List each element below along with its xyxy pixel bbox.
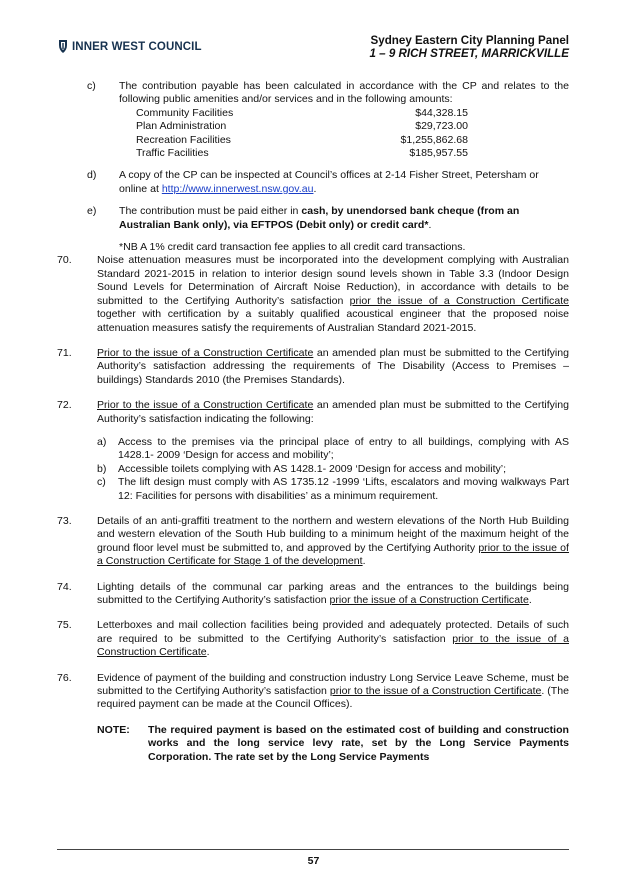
condition-72	[57, 399, 569, 503]
amount-row	[136, 107, 468, 120]
council-website-link[interactable]: http://www.innerwest.nsw.gov.au	[161, 182, 314, 195]
condition-number: 70.	[57, 254, 72, 267]
condition-text-part: .	[206, 646, 210, 659]
amount-name: Traffic Facilities	[136, 147, 209, 160]
condition-text	[97, 399, 569, 426]
amount-row	[136, 147, 468, 160]
council-logo-text: INNER WEST COUNCIL	[72, 40, 202, 53]
condition-timing: prior to the issue of a Construction Certificate	[97, 632, 569, 659]
amount-name: Community Facilities	[136, 106, 234, 119]
item-text: The contribution payable has been calculated in accordance with the CP and relates to the following public amenities and/or services and in the following amounts:	[119, 80, 569, 106]
item-text-part: The contribution must be paid either in	[119, 205, 302, 218]
list-item-text: The lift design must comply with AS 1735.12 -1999 ‘Lifts, escalators and moving walkways Part 12: Facilities for persons with disabilities’ as a minimum requirement.	[118, 476, 569, 502]
list-item	[97, 436, 569, 463]
condition-number: 72.	[57, 399, 72, 412]
amount-value: $44,328.15	[415, 106, 468, 119]
condition-73	[57, 515, 569, 569]
council-logo-icon	[57, 39, 69, 54]
condition-text	[97, 672, 569, 712]
condition-text-part: Noise attenuation measures must be incorporated into the development complying with Australian Standard 2021-2015 in relation to interior design sound levels shown in Table 3.3 (Indoor Design Sound Levels for Determination of Aircraft Noise Reduction), in accordance with details to be submitted to the Certifying Authority’s satisfaction	[97, 254, 569, 307]
page-header	[0, 34, 627, 74]
condition-75	[57, 619, 569, 659]
item-text-part: .	[428, 218, 432, 231]
amount-value: $29,723.00	[415, 120, 468, 133]
condition-timing: prior the issue of a Construction Certificate	[329, 594, 529, 606]
condition-timing: prior to the issue of a Construction Certificate	[329, 685, 542, 698]
note-text: The required payment is based on the estimated cost of building and construction works and the long service levy rate, set by the Long Service Payments Corporation. The rate set by the Long Service Payments	[148, 723, 569, 763]
credit-card-fee-note: *NB A 1% credit card transaction fee applies to all credit card transactions.	[119, 241, 466, 254]
condition-70	[57, 254, 569, 334]
list-item-label: b)	[97, 462, 107, 475]
list-item	[97, 476, 569, 503]
amount-name: Plan Administration	[136, 120, 227, 133]
council-logo	[57, 39, 202, 54]
condition-text-part: an amended plan must be submitted to the Certifying Authority’s satisfaction addressing the requirements of The Disability (Access to Premises – buildings) Standards 2010 (the Premises Standards).	[97, 346, 569, 386]
amount-row	[136, 120, 468, 133]
item-label: e)	[87, 205, 97, 218]
condition-text	[97, 581, 569, 608]
item-text	[119, 205, 569, 232]
payment-methods: cash, by unendorsed bank cheque (from an Australian Bank only), via EFTPOS (Debit only) or credit card*	[119, 205, 520, 231]
condition-text-part: an amended plan must be submitted to the Certifying Authority’s satisfaction indicating the following:	[97, 399, 569, 425]
note-block	[57, 724, 569, 764]
item-text-part: A copy of the CP can be inspected at Council’s offices at 2-14 Fisher Street, Petersham or online at	[119, 169, 539, 195]
condition-text-part: .	[528, 594, 532, 606]
page-number: 57	[307, 855, 320, 867]
amount-value: $1,255,862.68	[400, 133, 468, 146]
condition-74	[57, 581, 569, 608]
condition-text-part: . (The required payment can be made at the Council Offices).	[97, 685, 569, 711]
condition-number: 76.	[57, 671, 72, 684]
condition-number: 73.	[57, 514, 72, 527]
condition-76	[57, 672, 569, 712]
amount-value: $185,957.55	[409, 147, 468, 160]
condition-number: 71.	[57, 346, 72, 359]
item-d	[57, 169, 569, 196]
condition-timing: prior to the issue of a Construction Certificate for Stage 1 of the development	[97, 541, 569, 568]
item-c	[57, 80, 569, 160]
condition-71	[57, 347, 569, 387]
amount-name: Recreation Facilities	[136, 133, 231, 146]
list-item-label: c)	[97, 476, 106, 489]
note-label: NOTE:	[97, 723, 130, 736]
item-text-part: .	[313, 182, 317, 195]
condition-text	[97, 515, 569, 569]
site-address: 1 – 9 RICH STREET, MARRICKVILLE	[369, 47, 569, 60]
contribution-amounts	[136, 107, 569, 161]
condition-text-part: together with certification by a suitably qualified acoustical engineer that the proposed noise attenuation measures satisfy the requirements of Australian Standard 2021-2015.	[97, 308, 569, 334]
condition-number: 75.	[57, 619, 72, 632]
item-label: d)	[87, 169, 97, 182]
document-body	[57, 80, 569, 764]
condition-text-part: Lighting details of the communal car parking areas and the entrances to the buildings being submitted to the Certifying Authority’s satisfaction	[97, 580, 569, 606]
panel-title: Sydney Eastern City Planning Panel	[370, 34, 569, 47]
list-item-text: Accessible toilets complying with AS 1428.1- 2009 ‘Design for access and mobility’;	[118, 462, 507, 475]
condition-text	[97, 254, 569, 334]
list-item-label: a)	[97, 435, 107, 448]
condition-text-part: Details of an anti-graffiti treatment to the northern and western elevations of the North Hub Building and western elevation of the South Hub building to a minimum height of the maximum height of the ground floor level must be submitted to, and approved by the Certifying Authority	[97, 514, 569, 554]
condition-text-part: Evidence of payment of the building and construction industry Long Service Leave Scheme, must be submitted to the Certifying Authority’s satisfaction	[97, 671, 569, 698]
header-title-block	[370, 34, 569, 60]
item-label: c)	[87, 80, 96, 92]
condition-timing: Prior to the issue of a Construction Certificate	[97, 399, 314, 412]
amount-row	[136, 134, 468, 147]
condition-timing: prior the issue of a Construction Certificate	[349, 294, 569, 307]
list-item	[97, 463, 569, 476]
condition-number: 74.	[57, 580, 72, 593]
condition-text-part: Letterboxes and mail collection facilities being provided and adequately protected. Details of such are required to be submitted to the Certifying Authority’s satisfaction	[97, 619, 569, 645]
item-e	[57, 205, 569, 232]
condition-text	[97, 347, 569, 387]
footer-divider	[57, 849, 569, 850]
requirements-list	[97, 436, 569, 503]
item-text	[119, 169, 569, 196]
condition-text	[97, 619, 569, 659]
list-item-text: Access to the premises via the principal place of entry to all buildings, complying with AS 1428.1- 2009 ‘Design for access and mobility’;	[118, 435, 569, 462]
condition-timing: Prior to the issue of a Construction Certificate	[97, 346, 314, 359]
condition-text-part: .	[362, 555, 366, 568]
